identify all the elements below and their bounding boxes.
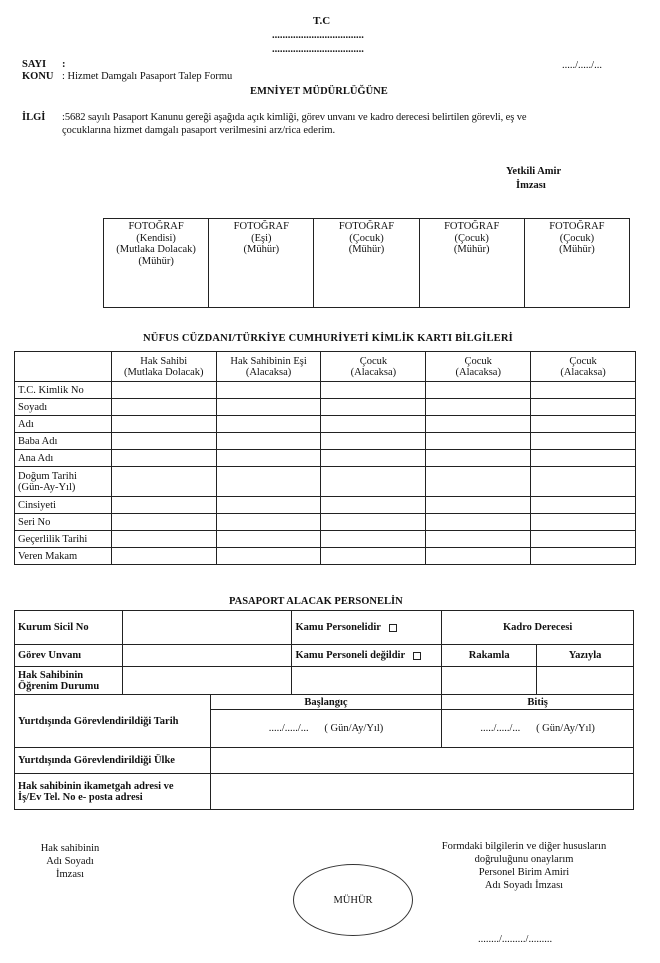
row-label: Doğum Tarihi (Gün-Ay-Yıl) xyxy=(15,467,112,497)
nufus-header-esi: Hak Sahibinin Eşi (Alacaksa) xyxy=(216,352,321,382)
footer-left-line-1: Hak sahibinin xyxy=(40,843,100,854)
footer-left xyxy=(20,842,120,881)
table-cell[interactable] xyxy=(426,467,531,497)
table-cell[interactable] xyxy=(531,433,636,450)
yetkili-amir: Yetkili Amir xyxy=(506,166,562,177)
table-cell[interactable] xyxy=(426,514,531,531)
ogrenim-label: Hak Sahibinin Öğrenim Durumu xyxy=(15,667,123,695)
bitis-date-field[interactable]: ...../...../... ( Gün/Ay/Yıl) xyxy=(442,710,634,748)
yaziyla-label[interactable]: Yazıyla xyxy=(537,645,634,667)
footer-right-line-4: Adı Soyadı İmzası xyxy=(484,880,564,891)
table-cell[interactable] xyxy=(426,416,531,433)
row-label: T.C. Kimlik No xyxy=(15,382,112,399)
table-cell[interactable] xyxy=(321,531,426,548)
personel-title: PASAPORT ALACAK PERSONELİN xyxy=(229,596,403,607)
table-cell[interactable] xyxy=(531,399,636,416)
photo-box-esi[interactable]: FOTOĞRAF (Eşi) (Mühür) xyxy=(209,219,314,307)
addressee: EMNİYET MÜDÜRLÜĞÜNE xyxy=(250,86,388,97)
row-label: Soyadı xyxy=(15,399,112,416)
footer-right-line-2: doğruluğunu onaylarım xyxy=(474,854,574,865)
photo-row xyxy=(103,218,630,308)
ilgi-label: İLGİ xyxy=(22,112,46,123)
table-cell[interactable] xyxy=(216,416,321,433)
sayi-colon: : xyxy=(62,59,66,70)
photo-box-cocuk-2[interactable]: FOTOĞRAF (Çocuk) (Mühür) xyxy=(420,219,525,307)
table-cell[interactable] xyxy=(111,467,216,497)
table-cell[interactable] xyxy=(531,497,636,514)
row-label: Seri No xyxy=(15,514,112,531)
table-row xyxy=(15,774,634,810)
photo-box-cocuk-3[interactable]: FOTOĞRAF (Çocuk) (Mühür) xyxy=(549,221,605,255)
header-dots-1: ................................... xyxy=(272,30,364,41)
baslangic-label: Başlangıç xyxy=(210,695,442,710)
konu-label: KONU xyxy=(22,71,54,82)
header-date: ...../...../... xyxy=(562,60,602,71)
table-cell[interactable] xyxy=(111,399,216,416)
table-cell[interactable] xyxy=(321,467,426,497)
table-cell[interactable] xyxy=(111,416,216,433)
table-cell[interactable] xyxy=(321,433,426,450)
table-cell[interactable] xyxy=(216,531,321,548)
table-row xyxy=(15,667,634,695)
table-cell[interactable] xyxy=(531,416,636,433)
table-row xyxy=(15,467,636,497)
tarih-label: Yurtdışında Görevlendirildiği Tarih xyxy=(15,695,211,748)
table-cell[interactable] xyxy=(321,382,426,399)
table-cell[interactable] xyxy=(216,450,321,467)
nufus-header-hak-sahibi: Hak Sahibi (Mutlaka Dolacak) xyxy=(111,352,216,382)
table-cell[interactable] xyxy=(321,514,426,531)
row-label: Cinsiyeti xyxy=(15,497,112,514)
footer-right-date: ......../........./......... xyxy=(478,934,553,945)
table-cell[interactable] xyxy=(531,548,636,565)
table-cell[interactable] xyxy=(111,497,216,514)
table-cell[interactable] xyxy=(111,450,216,467)
table-cell[interactable] xyxy=(531,514,636,531)
ilgi-line-1: :5682 sayılı Pasaport Kanunu gereği aşağıda açık kimliği, görev unvanı ve kadro derecesi belirtilen görevli, eş ve xyxy=(62,112,527,123)
table-cell[interactable] xyxy=(321,450,426,467)
table-cell[interactable] xyxy=(111,382,216,399)
footer-left-line-2: Adı Soyadı xyxy=(46,856,94,867)
table-row xyxy=(15,548,636,565)
table-cell[interactable] xyxy=(321,497,426,514)
kamu-degil-checkbox[interactable] xyxy=(413,652,421,660)
table-cell[interactable] xyxy=(111,548,216,565)
kurum-sicil-label: Kurum Sicil No xyxy=(15,611,123,645)
table-row xyxy=(15,416,636,433)
table-row xyxy=(15,695,634,710)
baslangic-date-field[interactable]: ...../...../... ( Gün/Ay/Yıl) xyxy=(210,710,442,748)
table-row xyxy=(15,645,634,667)
personel-table xyxy=(14,610,634,810)
ogrenim-field[interactable] xyxy=(122,667,292,695)
ilgi-line-2: çocuklarına hizmet damgalı pasaport verilmesini arz/rica ederim. xyxy=(62,125,336,136)
nufus-header-cocuk-1: Çocuk (Alacaksa) xyxy=(321,352,426,382)
table-row xyxy=(15,514,636,531)
table-row xyxy=(15,531,636,548)
row-label: Adı xyxy=(15,416,112,433)
table-cell[interactable] xyxy=(531,467,636,497)
rakamla-field[interactable] xyxy=(442,667,537,695)
footer-left-line-3: İmzası xyxy=(56,869,84,880)
yaziyla-field[interactable] xyxy=(537,667,634,695)
footer-right-line-3: Personel Birim Amiri xyxy=(478,867,570,878)
kurum-sicil-field[interactable] xyxy=(122,611,292,645)
table-cell[interactable] xyxy=(426,433,531,450)
table-cell[interactable] xyxy=(111,514,216,531)
table-cell[interactable] xyxy=(531,450,636,467)
table-cell[interactable] xyxy=(321,548,426,565)
kamu-personeli-degil: Kamu Personeli değildir xyxy=(292,645,442,667)
nufus-header-cocuk-2: Çocuk (Alacaksa) xyxy=(426,352,531,382)
rakamla-label[interactable]: Rakamla xyxy=(442,645,537,667)
row-label: Veren Makam xyxy=(15,548,112,565)
table-cell[interactable] xyxy=(531,531,636,548)
table-cell[interactable] xyxy=(216,514,321,531)
table-cell[interactable] xyxy=(111,433,216,450)
table-cell[interactable] xyxy=(321,399,426,416)
table-cell[interactable] xyxy=(216,433,321,450)
adres-field[interactable] xyxy=(210,774,633,810)
gorev-unvani-label: Görev Unvanı xyxy=(15,645,123,667)
photo-box-kendisi[interactable]: FOTOĞRAF (Kendisi) (Mutlaka Dolacak) (Mühür) xyxy=(104,219,209,307)
table-row xyxy=(15,611,634,645)
muhur-seal: MÜHÜR xyxy=(293,864,413,936)
table-row xyxy=(15,497,636,514)
table-cell[interactable] xyxy=(426,497,531,514)
footer-right xyxy=(428,840,620,892)
table-row xyxy=(15,382,636,399)
row-label: Ana Adı xyxy=(15,450,112,467)
table-cell[interactable] xyxy=(426,548,531,565)
bitis-label: Bitiş xyxy=(442,695,634,710)
table-cell[interactable] xyxy=(216,497,321,514)
nufus-header-row xyxy=(15,352,636,382)
nufus-title: NÜFUS CÜZDANI/TÜRKİYE CUMHURİYETİ KİMLİK KARTI BİLGİLERİ xyxy=(143,333,513,344)
kamu-personelidir: Kamu Personelidir xyxy=(292,611,442,645)
table-row xyxy=(15,433,636,450)
adres-label: Hak sahibinin ikametgah adresi ve İş/Ev Tel. No e- posta adresi xyxy=(15,774,211,810)
table-cell[interactable] xyxy=(216,548,321,565)
table-cell[interactable] xyxy=(426,531,531,548)
ulke-label: Yurtdışında Görevlendirildiği Ülke xyxy=(15,748,211,774)
header-tc: T.C xyxy=(313,15,331,27)
yetkili-imzasi: İmzası xyxy=(516,180,546,191)
table-cell[interactable] xyxy=(216,467,321,497)
nufus-header-empty xyxy=(15,352,112,382)
row-label: Baba Adı xyxy=(15,433,112,450)
sayi-label: SAYI xyxy=(22,59,47,70)
gorev-unvani-field[interactable] xyxy=(122,645,292,667)
photo-box-cocuk-1[interactable]: FOTOĞRAF (Çocuk) (Mühür) xyxy=(314,219,419,307)
header-dots-2: ................................... xyxy=(272,44,364,55)
ulke-field[interactable] xyxy=(210,748,633,774)
nufus-table xyxy=(14,351,636,565)
kamu-personelidir-checkbox[interactable] xyxy=(389,624,397,632)
table-cell[interactable] xyxy=(216,399,321,416)
footer-right-line-1: Formdaki bilgilerin ve diğer hususların xyxy=(441,841,607,852)
table-row xyxy=(15,748,634,774)
table-cell[interactable] xyxy=(426,382,531,399)
table-cell[interactable] xyxy=(111,531,216,548)
table-row xyxy=(15,450,636,467)
table-cell[interactable] xyxy=(426,450,531,467)
table-cell xyxy=(292,667,442,695)
table-cell[interactable] xyxy=(426,399,531,416)
konu-text: : Hizmet Damgalı Pasaport Talep Formu xyxy=(62,71,233,82)
table-row xyxy=(15,399,636,416)
nufus-header-cocuk-3: Çocuk (Alacaksa) xyxy=(531,352,636,382)
table-cell[interactable] xyxy=(531,382,636,399)
table-cell[interactable] xyxy=(216,382,321,399)
kadro-derecesi-label: Kadro Derecesi xyxy=(442,611,634,645)
row-label: Geçerlilik Tarihi xyxy=(15,531,112,548)
table-cell[interactable] xyxy=(321,416,426,433)
